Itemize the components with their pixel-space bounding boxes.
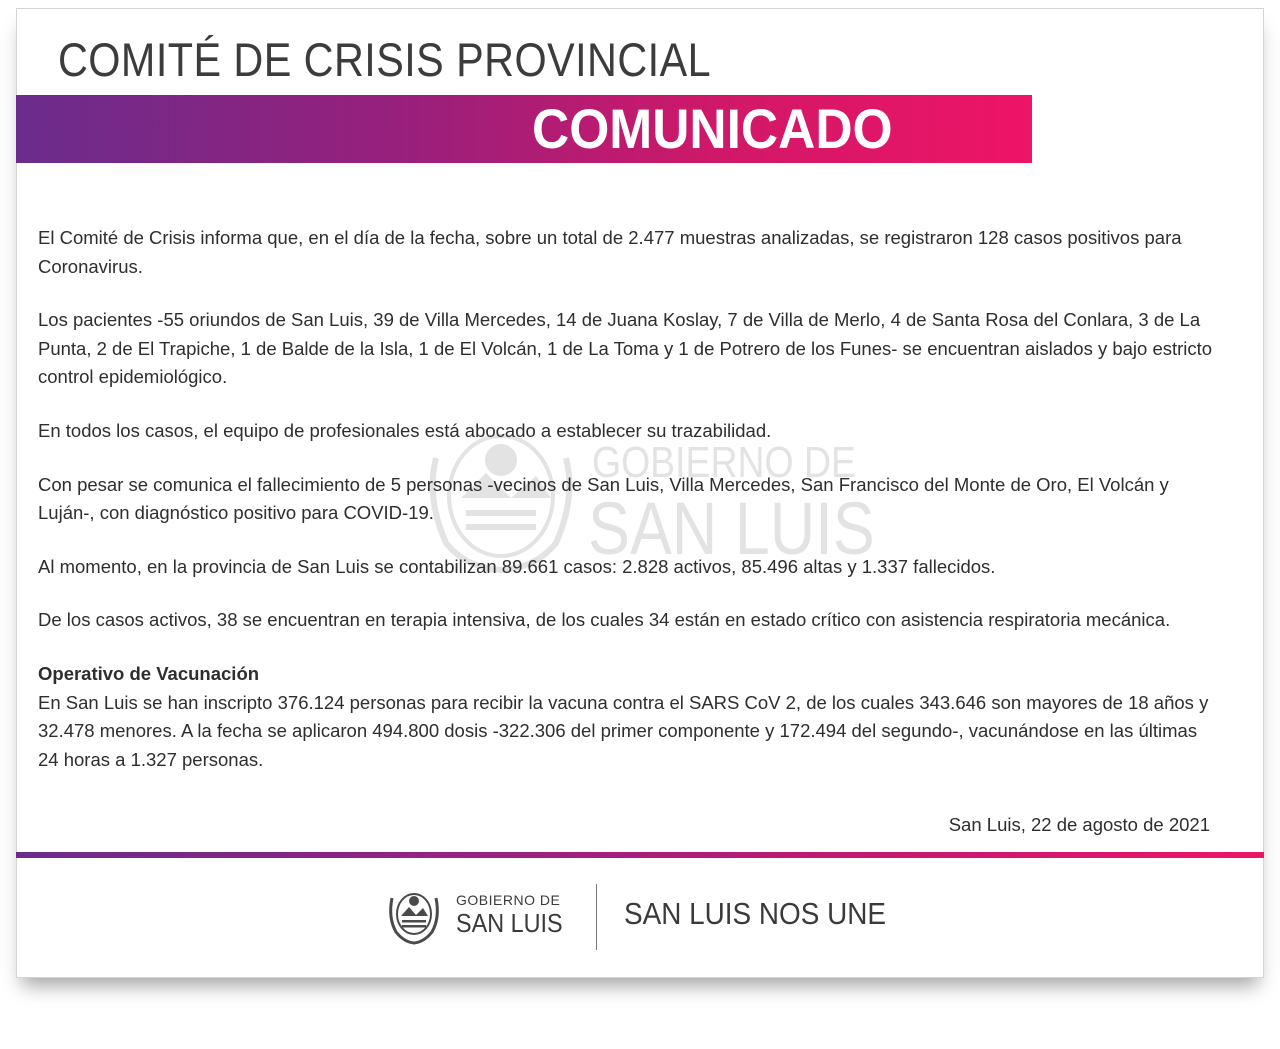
header-title: COMITÉ DE CRISIS PROVINCIAL (58, 33, 712, 86)
paragraph-intensive-care: De los casos activos, 38 se encuentran en terapia intensiva, de los cuales 34 están en estado crítico con asistencia respiratoria mecánica. (38, 609, 1171, 631)
paragraph-tests: El Comité de Crisis informa que, en el día de la fecha, sobre un total de 2.477 muestras analizadas, se registraron 128 casos positivos para Coronavirus. (38, 227, 1182, 277)
footer-government-label (456, 892, 575, 938)
footer-divider-line (16, 852, 1264, 858)
footer-gov-line1: GOBIERNO DE (456, 892, 561, 908)
paragraph-deaths: Con pesar se comunica el fallecimiento de 5 personas -vecinos de San Luis, Villa Mercedes, San Francisco del Monte de Oro, El Volcán y Luján-, con diagnóstico positivo para COVID-19. (38, 473, 1169, 524)
footer-separator (596, 884, 597, 950)
paragraph-totals: Al momento, en la provincia de San Luis se contabilizan 89.661 casos: 2.828 activos, 85.496 altas y 1.337 fallecidos. (38, 555, 996, 577)
communique-body (38, 224, 1214, 774)
footer-gov-line2: SAN LUIS (456, 908, 563, 938)
vaccination-text: En San Luis se han inscripto 376.124 personas para recibir la vacuna contra el SARS CoV 2, de los cuales 343.646 son mayores de 18 años y 32.478 menores. A la fecha se aplicaron 494.800 dosis -322.306 del primer componente y 172.494 del segundo-, vacunándose en las últimas 24 horas a 1.327 personas. (38, 691, 1209, 770)
banner-label: COMUNICADO (532, 97, 893, 160)
vaccination-title: Operativo de Vacunación (38, 662, 260, 684)
provincial-shield-icon (386, 884, 442, 946)
paragraph-patients: Los pacientes -55 oriundos de San Luis, 39 de Villa Mercedes, 14 de Juana Koslay, 7 de Villa de Merlo, 4 de Santa Rosa del Conlara, 3 de La Punta, 2 de El Trapiche, 1 de Balde de la Isla, 1 de El Volcán, 1 de La Toma y 1 de Potrero de los Funes- se encuentran aislados y bajo estricto control epidemiológico. (38, 309, 1213, 388)
paragraph-traceability: En todos los casos, el equipo de profesionales está abocado a establecer su trazabilidad. (38, 419, 772, 441)
footer-slogan: SAN LUIS NOS UNE (624, 896, 887, 931)
signature-date: San Luis, 22 de agosto de 2021 (948, 814, 1210, 835)
